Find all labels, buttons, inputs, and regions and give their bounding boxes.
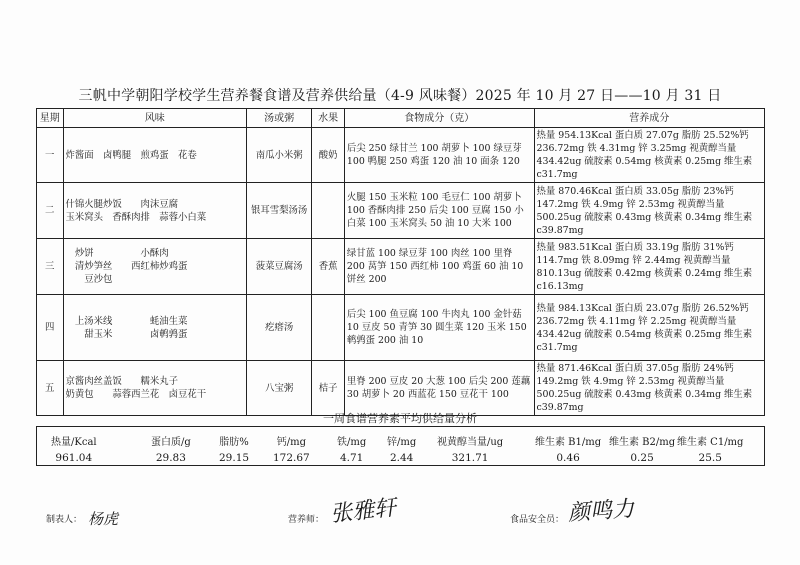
nutrient-iron — [337, 433, 366, 464]
flavor-line: 炒饼 小酥肉 — [65, 248, 169, 259]
nutrient-value: 0.46 — [556, 452, 580, 464]
nutritionist-signature: 张雅轩 — [329, 495, 398, 528]
nutrition-cell — [534, 128, 764, 183]
nutrition-text: 热量 870.46Kcal 蛋白质 33.05g 脂肪 23%钙 147.2mg 铁 4.9mg 锌 2.53mg 视黄醇当量 500.25ug 硫胺素 0.43mg 核黄素 0.34mg 维生素 c39.87mg — [536, 185, 753, 236]
nutrient-value: 172.67 — [273, 452, 310, 464]
flavor-cell — [63, 239, 247, 295]
nutrient-vitamin-c — [677, 433, 743, 464]
fruit-cell — [312, 183, 345, 239]
flavor-cell — [63, 295, 247, 361]
analysis-title: 一周食谱营养素平均供给量分析 — [323, 412, 477, 425]
nutrition-text: 热量 983.51Kcal 蛋白质 33.19g 脂肪 31%钙 114.7mg 铁 8.09mg 锌 2.44mg 视黄醇当量 810.13ug 硫胺素 0.42mg 核黄素 0.24mg 维生素 c16.13mg — [536, 241, 753, 292]
nutrition-cell — [534, 361, 764, 416]
food-text: 后尖 250 绿甘兰 100 胡萝卜 100 绿豆芽 100 鸭腿 250 鸡蛋 120 油 10 面条 120 — [346, 143, 522, 167]
food-text: 里脊 200 豆皮 20 大葱 100 后尖 200 莲藕 30 胡萝卜 20 西蓝花 150 豆花干 100 — [346, 376, 531, 400]
nutrient-value: 321.71 — [451, 452, 489, 464]
nutrient-fat — [219, 433, 249, 464]
day-cell: 五 — [37, 361, 64, 416]
nutritionist-label: 营养师： — [288, 515, 325, 525]
nutrient-label: 维生素 C1/mg — [677, 437, 744, 448]
nutrient-value: 25.5 — [698, 452, 722, 464]
day-cell: 四 — [37, 295, 64, 361]
day-cell: 二 — [37, 183, 64, 239]
table-row — [37, 295, 765, 361]
nutrient-value: 4.71 — [339, 452, 364, 464]
nutrient-value: 29.83 — [155, 452, 186, 464]
header-fruit: 水果 — [312, 109, 345, 128]
nutrient-retinol — [437, 433, 503, 464]
preparer-label: 制表人： — [46, 515, 83, 525]
soup-cell: 南瓜小米粥 — [247, 128, 312, 183]
flavor-cell — [63, 183, 247, 239]
flavor-line: 上汤米线 蚝油生菜 — [65, 315, 188, 327]
nutrient-label: 铁/mg — [337, 437, 367, 448]
soup-cell: 银耳雪梨汤汤 — [247, 183, 312, 239]
header-soup: 汤或粥 — [247, 109, 312, 128]
food-safety-signature: 颜鸣力 — [567, 496, 635, 527]
flavor-cell — [63, 128, 247, 183]
table-header-row — [37, 109, 765, 128]
nutrition-cell — [534, 183, 764, 239]
table-row — [37, 183, 765, 239]
soup-cell: 八宝粥 — [247, 361, 312, 416]
food-cell — [344, 239, 534, 295]
flavor-line: 奶黄包 蒜蓉西兰花 卤豆花干 — [65, 389, 207, 400]
nutrition-text: 热量 984.13Kcal 蛋白质 23.07g 脂肪 26.52%钙 236.72mg 铁 4.11mg 锌 2.25mg 视黄醇当量 434.42ug 硫胺素 0.54mg 核黄素 0.25mg 维生素 c31.7mg — [536, 302, 753, 353]
nutrient-label: 视黄醇当量/ug — [437, 437, 504, 448]
fruit-cell: 香蕉 — [312, 239, 345, 295]
food-text: 绿甘蓝 100 绿豆芽 100 肉丝 100 里脊 200 莴笋 150 西红柿 100 鸡蛋 60 油 10 饼丝 200 — [346, 248, 524, 285]
nutrient-energy — [51, 433, 97, 464]
food-cell — [344, 361, 534, 416]
food-cell — [344, 183, 534, 239]
flavor-line: 豆沙包 — [65, 274, 113, 285]
nutrient-label: 维生素 B2/mg — [609, 437, 676, 448]
flavor-cell — [63, 361, 247, 416]
flavor-line: 清炒笋丝 西红柿炒鸡蛋 — [65, 261, 188, 272]
menu-table — [36, 108, 765, 416]
nutrient-value: 961.04 — [55, 452, 93, 464]
nutrition-cell — [534, 239, 764, 295]
food-safety-label: 食品安全员： — [510, 515, 565, 525]
soup-cell: 疙瘩汤 — [247, 295, 312, 361]
soup-cell: 菠菜豆腐汤 — [247, 239, 312, 295]
nutrient-zinc — [387, 433, 416, 464]
table-row — [37, 361, 765, 416]
nutrient-calcium — [273, 433, 310, 464]
flavor-line: 京酱肉丝盖饭 糯米丸子 — [65, 376, 179, 387]
nutrient-label: 钙/mg — [276, 437, 306, 448]
fruit-cell: 桔子 — [312, 361, 345, 416]
food-text: 火腿 150 玉米粒 100 毛豆仁 100 胡萝卜 100 香酥肉排 250 后尖 100 豆腐 150 小白菜 100 玉米窝头 50 油 10 大米 100 — [346, 192, 524, 229]
nutrient-label: 维生素 B1/mg — [535, 437, 602, 448]
food-text: 后尖 100 鱼豆腐 100 牛肉丸 100 金针菇 10 豆皮 50 青笋 30 圆生菜 120 玉米 150 鹌鹑蛋 200 油 10 — [346, 309, 527, 346]
nutrient-protein — [151, 433, 191, 464]
flavor-line: 甜玉米 卤鹌鹑蛋 — [65, 328, 188, 340]
food-cell — [344, 128, 534, 183]
fruit-cell — [312, 295, 345, 361]
nutrient-label: 热量/Kcal — [51, 437, 97, 448]
food-cell — [344, 295, 534, 361]
day-cell: 三 — [37, 239, 64, 295]
nutrient-value: 29.15 — [219, 452, 250, 464]
nutrient-value: 0.25 — [630, 452, 654, 464]
analysis-box — [36, 426, 765, 466]
nutrient-label: 脂肪% — [219, 437, 249, 448]
nutrition-text: 热量 871.46Kcal 蛋白质 37.05g 脂肪 24%钙 149.2mg 铁 4.9mg 锌 2.53mg 视黄醇当量 500.25ug 硫胺素 0.43mg 核黄素 0.34mg 维生素 c39.87mg — [536, 363, 753, 413]
table-row — [37, 128, 765, 183]
nutrient-vitamin-b2 — [609, 433, 675, 464]
nutrient-label: 蛋白质/g — [151, 437, 191, 448]
table-row — [37, 239, 765, 295]
flavor-line: 玉米窝头 香酥肉排 蒜蓉小白菜 — [65, 211, 207, 223]
header-flavor: 风味 — [63, 109, 247, 128]
page-title: 三帆中学朝阳学校学生营养餐食谱及营养供给量（4-9 风味餐）2025 年 10 月 27 日——10 月 31 日 — [78, 88, 722, 104]
header-food: 食物成分（克） — [344, 109, 534, 128]
preparer-signature: 杨虎 — [88, 510, 119, 528]
fruit-cell: 酸奶 — [312, 128, 345, 183]
nutrient-vitamin-b1 — [535, 433, 601, 464]
header-day: 星期 — [37, 109, 64, 128]
nutrition-text: 热量 954.13Kcal 蛋白质 27.07g 脂肪 25.52%钙 236.72mg 铁 4.31mg 锌 3.25mg 视黄醇当量 434.42ug 硫胺素 0.54mg 核黄素 0.25mg 维生素 c31.7mg — [536, 130, 753, 180]
header-nutrition: 营养成分 — [534, 109, 764, 128]
nutrient-label: 锌/mg — [387, 437, 417, 448]
nutrition-cell — [534, 295, 764, 361]
day-cell: 一 — [37, 128, 64, 183]
flavor-line: 炸酱面 卤鸭腿 煎鸡蛋 花卷 — [65, 149, 197, 161]
flavor-line: 什锦火腿炒饭 肉沫豆腐 — [65, 198, 179, 210]
nutrient-value: 2.44 — [389, 452, 414, 464]
